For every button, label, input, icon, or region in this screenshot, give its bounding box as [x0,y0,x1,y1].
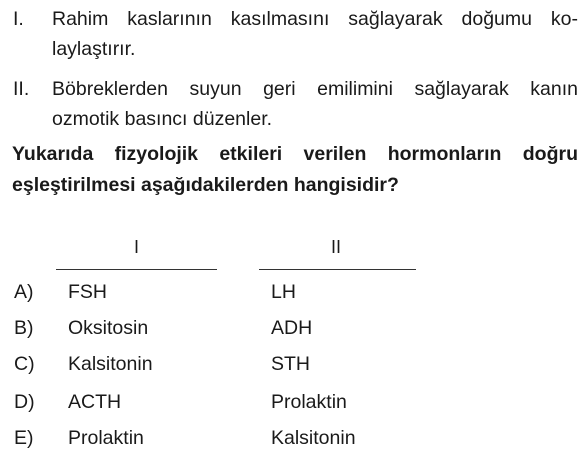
option-hormone-2: STH [271,353,310,375]
statement-1-numeral: I. [13,8,24,30]
option-hormone-2: ADH [271,317,313,339]
statement-2-numeral: II. [13,78,30,100]
option-hormone-2: Prolaktin [271,391,347,413]
column-divider-2 [259,269,416,270]
statement-1-line-2: laylaştırır. [52,38,136,60]
statement-2-line-2: ozmotik basıncı düzenler. [52,108,273,130]
option-letter: E) [14,427,34,449]
question-line-1: Yukarıda fizyolojik etkileri verilen hormonların doğru [12,143,578,165]
column-header-2: II [331,237,342,257]
option-hormone-2: Kalsitonin [271,427,356,449]
option-e[interactable] [0,420,584,456]
statement-1 [0,4,584,64]
column-header-1: I [134,237,140,257]
option-b[interactable] [0,310,584,346]
column-divider-1 [56,269,217,270]
question-line-2: eşleştirilmesi aşağıdakilerden hangisidir? [12,174,399,196]
option-letter: D) [14,391,35,413]
option-a[interactable] [0,274,584,310]
option-letter: C) [14,353,35,375]
option-hormone-1: Oksitosin [68,317,149,339]
option-c[interactable] [0,346,584,382]
option-hormone-1: ACTH [68,391,122,413]
statement-2 [0,74,584,134]
option-hormone-1: FSH [68,281,107,303]
statement-1-line-1: Rahim kaslarının kasılmasını sağlayarak doğumu ko- [52,8,578,30]
option-letter: B) [14,317,34,339]
option-hormone-2: LH [271,281,296,303]
option-d[interactable] [0,384,584,420]
option-hormone-1: Kalsitonin [68,353,153,375]
option-hormone-1: Prolaktin [68,427,144,449]
statement-2-line-1: Böbreklerden suyun geri emilimini sağlayarak kanın [52,78,578,100]
option-letter: A) [14,281,34,303]
